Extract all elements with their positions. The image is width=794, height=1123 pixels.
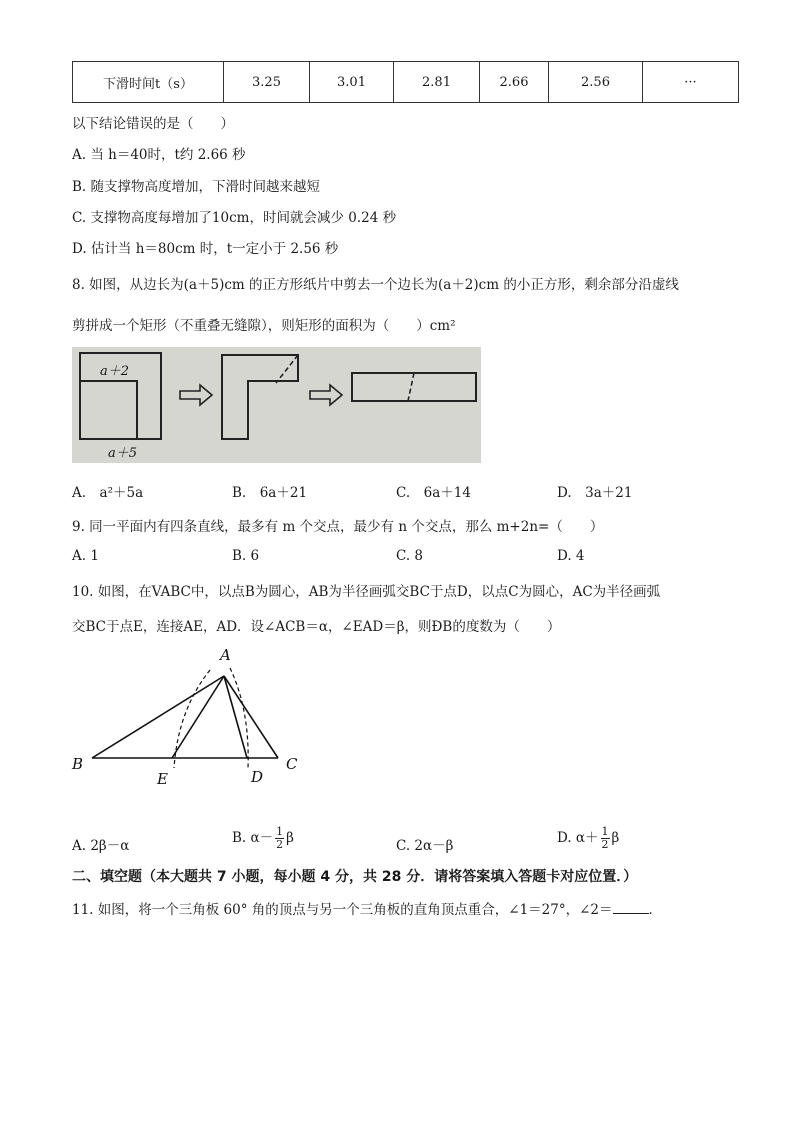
fraction-denominator: 2 [276, 838, 284, 851]
label-a-plus-2: a＋2 [100, 364, 130, 379]
q8-option-a: A. a²＋5a [72, 485, 144, 501]
fraction-denominator: 2 [601, 838, 609, 851]
answer-blank[interactable] [613, 901, 649, 914]
q10-option-b-suffix: β [286, 830, 294, 846]
segment-ac [224, 676, 278, 758]
segment-ab [92, 676, 224, 758]
q10-option-a: A. 2β－α [72, 838, 130, 854]
q9-stem: 9. 同一平面内有四条直线，最多有 m 个交点，最少有 n 个交点，那么 m+2n=（ ） [72, 519, 604, 535]
q9-option-d: D. 4 [557, 548, 585, 564]
table-header-cell: 下滑时间t（s） [73, 62, 224, 103]
arc-from-c [174, 670, 210, 768]
q8-stem-line1: 8. 如图，从边长为(a＋5)cm 的正方形纸片中剪去一个边长为(a＋2)cm 的小正方形，剩余部分沿虚线 [72, 277, 679, 293]
table-row [73, 62, 739, 103]
point-label-b: B [72, 755, 84, 773]
q11-stem-text: 11. 如图，将一个三角板 60° 角的顶点与另一个三角板的直角顶点重合，∠1＝27°，∠2＝ [72, 902, 613, 918]
q8-stem-line2: 剪拼成一个矩形（不重叠无缝隙），则矩形的面积为（ ）cm² [72, 318, 456, 334]
fraction-numerator: 1 [601, 825, 609, 838]
q11-stem-end: ． [648, 902, 663, 918]
q7-option-a: A. 当 h＝40时，t约 2.66 秒 [72, 147, 246, 163]
table-cell: 2.56 [549, 62, 643, 103]
q8-option-d: D. 3a＋21 [557, 485, 633, 501]
q9-option-b: B. 6 [232, 548, 260, 564]
q11-stem [72, 898, 662, 918]
q10-option-b-prefix: B. α－ [232, 830, 274, 846]
fraction-numerator: 1 [276, 825, 284, 838]
label-a-plus-5: a＋5 [108, 446, 138, 461]
q10-stem-line2: 交BC于点E，连接AE，AD．设∠ACB＝α，∠EAD＝β，则ÐB的度数为（ ） [72, 619, 561, 635]
q10-option-d [557, 826, 619, 851]
q7-option-d: D. 估计当 h＝80cm 时，t一定小于 2.56 秒 [72, 241, 339, 257]
q10-option-d-prefix: D. α＋ [557, 830, 599, 846]
table-cell: 3.01 [310, 62, 394, 103]
fraction-half [275, 826, 284, 851]
segment-ad [224, 676, 247, 758]
point-label-e: E [157, 770, 168, 788]
q8-option-c: C. 6a＋14 [396, 485, 471, 501]
point-label-c: C [286, 755, 298, 773]
q7-option-b: B. 随支撑物高度增加，下滑时间越来越短 [72, 179, 321, 195]
q9-option-a: A. 1 [72, 548, 99, 564]
table-cell: 2.81 [394, 62, 480, 103]
q8-figure-svg [72, 347, 481, 463]
table-cell: 2.66 [480, 62, 549, 103]
q9-option-c: C. 8 [396, 548, 424, 564]
point-label-a: A [220, 646, 231, 664]
point-label-d: D [251, 768, 264, 786]
q8-option-b: B. 6a＋21 [232, 485, 308, 501]
q10-option-d-suffix: β [611, 830, 620, 846]
q7-stem: 以下结论错误的是（ ） [72, 116, 234, 132]
q10-option-b [232, 826, 294, 851]
table-cell: 3.25 [224, 62, 310, 103]
q8-figure [72, 347, 481, 463]
data-table [72, 61, 739, 103]
q7-option-c: C. 支撑物高度每增加了10cm，时间就会减少 0.24 秒 [72, 210, 397, 226]
fraction-half [601, 826, 610, 851]
section-heading: 二、填空题（本大题共 7 小题，每小题 4 分，共 28 分．请将答案填入答题卡对应位置．） [72, 869, 638, 885]
q10-triangle-figure [60, 640, 360, 790]
table-cell: ··· [643, 62, 739, 103]
q10-option-c: C. 2α－β [396, 838, 454, 854]
q10-stem-line1: 10. 如图，在VABC中，以点B为圆心，AB为半径画弧交BC于点D，以点C为圆心，AC为半径画弧 [72, 584, 661, 600]
